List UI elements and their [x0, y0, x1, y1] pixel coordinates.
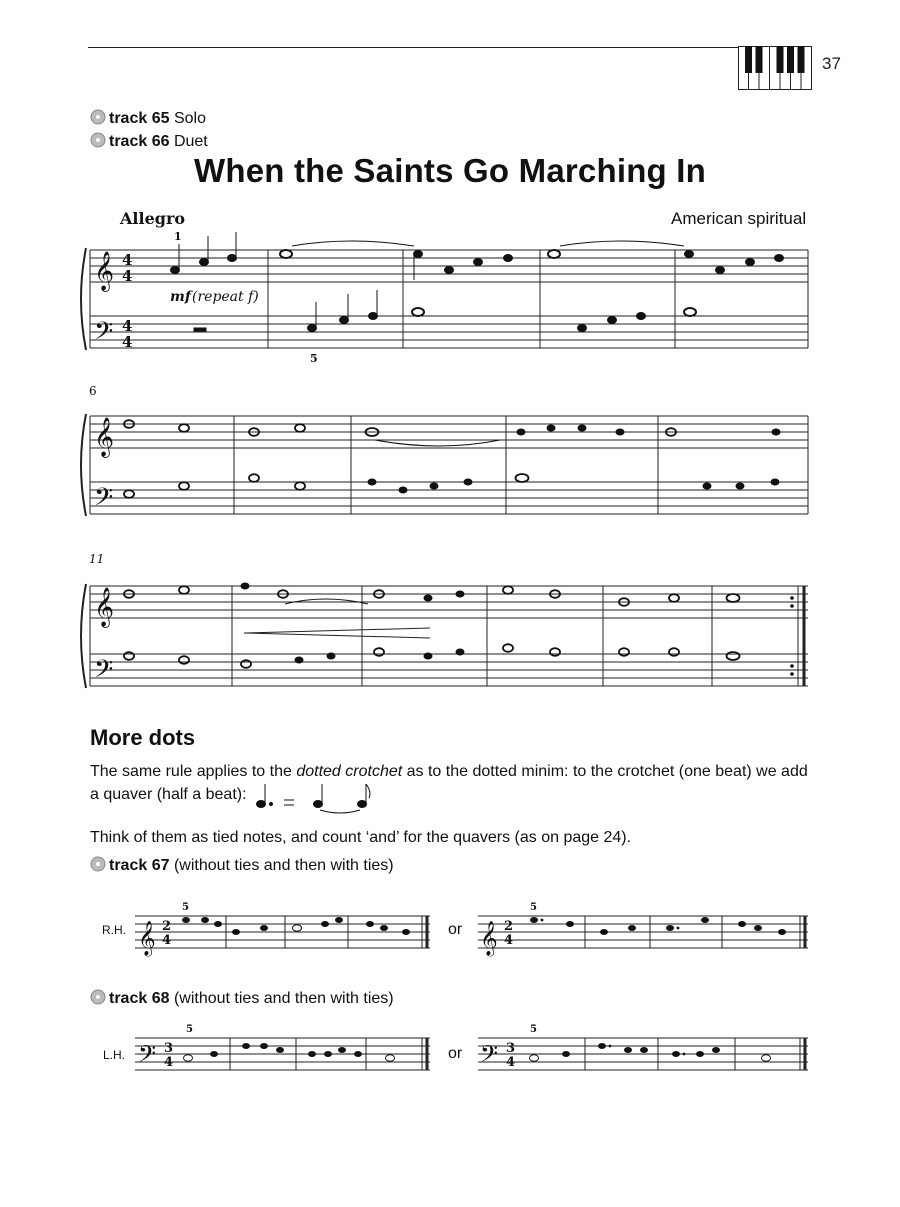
svg-text:4: 4: [122, 333, 133, 351]
system1-bass-staff: [90, 316, 808, 348]
cd-icon: [90, 989, 106, 1010]
svg-text:4: 4: [506, 1055, 516, 1070]
svg-text:2: 2: [504, 919, 514, 934]
svg-text:𝄢: 𝄢: [94, 483, 114, 518]
svg-text:2: 2: [162, 919, 172, 934]
svg-text:𝄞: 𝄞: [480, 921, 498, 956]
fingering-5: 5: [310, 352, 318, 365]
cd-icon: [90, 856, 106, 877]
tempo-marking: Allegro: [120, 209, 186, 228]
svg-text:3: 3: [164, 1041, 174, 1056]
section-heading: More dots: [90, 725, 196, 750]
svg-text:3: 3: [506, 1041, 516, 1056]
rh-exercise: [130, 900, 810, 960]
track-65: track 65 Solo: [90, 109, 206, 130]
measure-number-6: 6: [89, 384, 97, 398]
svg-text:𝄞: 𝄞: [94, 417, 115, 457]
or-label-rh: or: [448, 921, 463, 938]
svg-text:𝄢: 𝄢: [138, 1040, 157, 1073]
lh-label: L.H.: [103, 1048, 126, 1062]
section-paragraph-2: Think of them as tied notes, and count ‘and’ for the quavers (as on page 24).: [90, 829, 632, 846]
svg-text:4: 4: [164, 1055, 174, 1070]
track-68: track 68 (without ties and then with ties): [90, 989, 394, 1010]
svg-text:4: 4: [122, 317, 133, 335]
lh-exercise: [130, 1022, 810, 1082]
svg-text:4: 4: [162, 933, 172, 948]
bass-clef-icon: 𝄢: [94, 317, 114, 352]
svg-text:4: 4: [504, 933, 514, 948]
track-67: track 67 (without ties and then with ties): [90, 856, 394, 877]
section-paragraph-1: The same rule applies to the dotted crotchet as to the dotted minim: to the crotchet (one beat) we add a quaver (half a beat):: [90, 763, 808, 803]
rh-label: R.H.: [102, 923, 126, 937]
page-number: 37: [822, 54, 841, 73]
treble-clef-icon: 𝄞: [94, 251, 115, 291]
piece-title: When the Saints Go Marching In: [193, 152, 707, 189]
measure-number-11: 11: [89, 552, 105, 566]
svg-text:5: 5: [530, 1024, 537, 1035]
svg-text:𝄞: 𝄞: [138, 921, 156, 956]
svg-text:4: 4: [122, 267, 133, 285]
svg-text:𝄞: 𝄞: [94, 587, 115, 627]
track-66: track 66 Duet: [90, 132, 208, 153]
dynamic-mf: mf: [170, 289, 191, 305]
dynamic-repeat: (repeat f): [192, 289, 259, 305]
svg-text:4: 4: [122, 251, 133, 269]
dotted-crotchet-equation: [252, 784, 372, 816]
svg-text:5: 5: [182, 902, 189, 913]
fingering-1: 1: [174, 230, 182, 243]
svg-text:𝄢: 𝄢: [480, 1040, 499, 1073]
or-label-lh: or: [448, 1045, 463, 1062]
composer: American spiritual: [671, 209, 807, 228]
svg-text:5: 5: [186, 1024, 193, 1035]
svg-text:𝄢: 𝄢: [94, 655, 114, 690]
svg-text:5: 5: [530, 902, 537, 913]
